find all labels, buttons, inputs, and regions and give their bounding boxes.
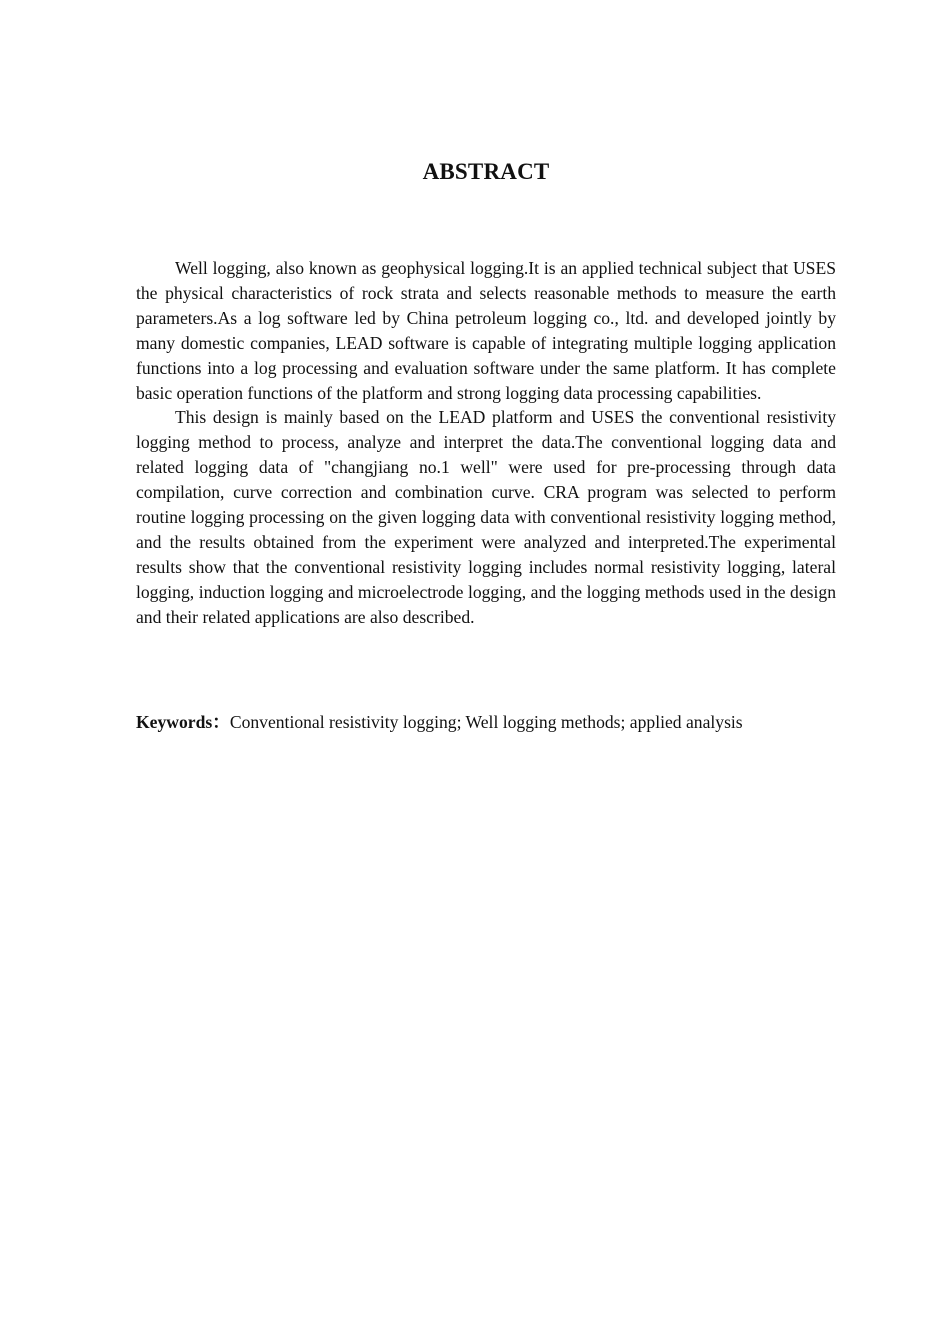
abstract-paragraph-2: This design is mainly based on the LEAD platform and USES the conventional resistivity logging method to process, analyze and interpret the data.The conventional logging data and related logging data of "changjiang no.1 well" were used for pre-processing through data compilation, curve correction and combination curve. CRA program was selected to perform routine logging processing on the given logging data with conventional resistivity logging method, and the results obtained from the experiment were analyzed and interpreted.The experimental results show that the conventional resistivity logging includes normal resistivity logging, lateral logging, induction logging and microelectrode logging, and the logging methods used in the design and their related applications are also described.: [136, 407, 836, 627]
abstract-paragraph-1: Well logging, also known as geophysical logging.It is an applied technical subject that USES the physical characteristics of rock strata and selects reasonable methods to measure the earth parameters.As a log software led by China petroleum logging co., ltd. and developed jointly by many domestic companies, LEAD software is capable of integrating multiple logging application functions into a log processing and evaluation software under the same platform. It has complete basic operation functions of the platform and strong logging data processing capabilities.: [136, 258, 836, 403]
abstract-title: ABSTRACT: [422, 159, 550, 184]
keywords-line: [136, 710, 856, 735]
keywords-label: Keywords：: [136, 712, 230, 732]
keywords-text: Conventional resistivity logging; Well logging methods; applied analysis: [229, 712, 743, 732]
abstract-body: [136, 256, 836, 630]
